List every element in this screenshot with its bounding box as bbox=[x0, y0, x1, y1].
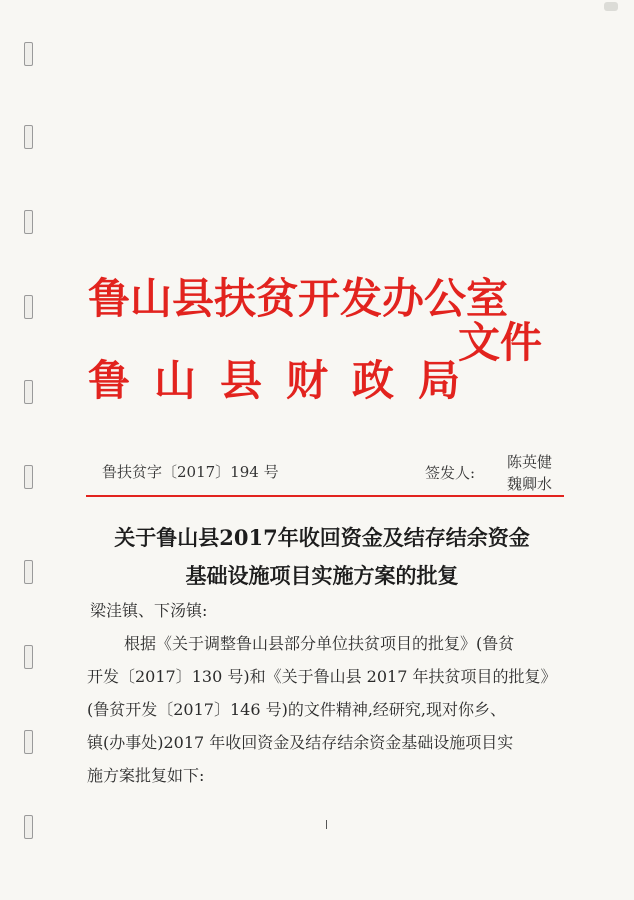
salutation: 梁洼镇、下汤镇: bbox=[90, 601, 208, 620]
paragraph-line: 开发〔2017〕130 号)和《关于鲁山县 2017 年扶贫项目的批复》 bbox=[87, 667, 557, 686]
document-title-line-2: 基础设施项目实施方案的批复 bbox=[185, 563, 459, 588]
binding-hole bbox=[24, 42, 33, 66]
paragraph-line: 根据《关于调整鲁山县部分单位扶贫项目的批复》(鲁贫 bbox=[124, 634, 515, 653]
signer-label: 签发人: bbox=[425, 464, 476, 482]
binding-hole bbox=[24, 210, 33, 234]
issuer-name-1: 鲁山县扶贫开发办公室 bbox=[88, 274, 509, 323]
binding-hole bbox=[24, 380, 33, 404]
binding-hole bbox=[24, 645, 33, 669]
binding-hole bbox=[24, 125, 33, 149]
binding-hole bbox=[24, 730, 33, 754]
document-title-line-1: 关于鲁山县2017年收回资金及结存结余资金 bbox=[114, 525, 530, 550]
paragraph-line: 施方案批复如下: bbox=[87, 766, 205, 785]
scan-mark bbox=[604, 2, 618, 11]
paragraph-line: (鲁贫开发〔2017〕146 号)的文件精神,经研究,现对你乡、 bbox=[87, 700, 507, 719]
paragraph-line: 镇(办事处)2017 年收回资金及结存结余资金基础设施项目实 bbox=[87, 733, 514, 752]
document-number: 鲁扶贫字〔2017〕194 号 bbox=[102, 463, 279, 481]
document-word: 文件 bbox=[458, 318, 543, 367]
binding-hole bbox=[24, 815, 33, 839]
signer-name: 魏卿水 bbox=[507, 475, 553, 493]
issuer-name-2: 鲁山县财政局 bbox=[88, 356, 485, 405]
binding-hole bbox=[24, 465, 33, 489]
binding-hole bbox=[24, 295, 33, 319]
header-divider bbox=[86, 495, 564, 497]
signer-name: 陈英健 bbox=[507, 453, 553, 471]
page-mark bbox=[326, 820, 327, 829]
